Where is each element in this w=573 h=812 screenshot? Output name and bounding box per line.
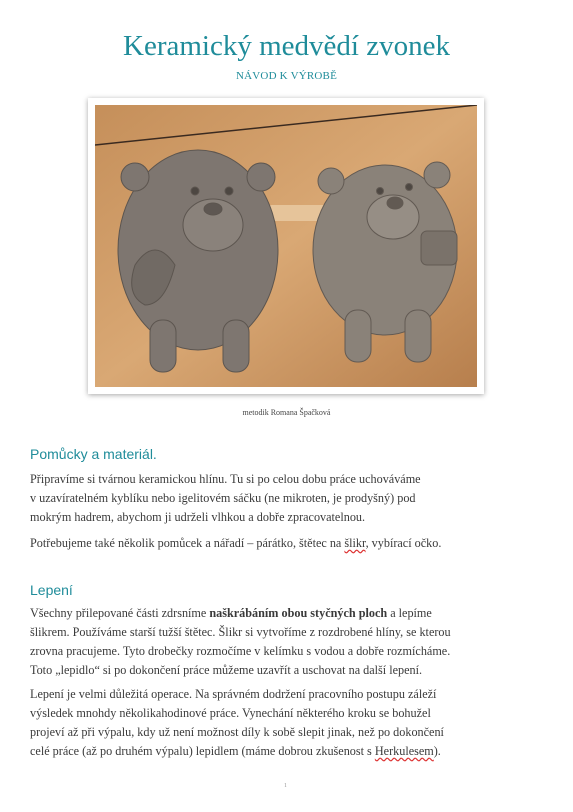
spellcheck-word: Herkulesem xyxy=(374,744,434,758)
paragraph-tools-2 xyxy=(30,534,545,553)
text-line: Lepení je velmi důležitá operace. Na správném dodržení pracovního postupu záleží xyxy=(30,687,437,701)
text-line: zrovna pracujeme. Tyto drobečky rozmočíme v kelímku s vodou a dobře rozmícháme. xyxy=(30,644,451,658)
paragraph-tools-1 xyxy=(30,470,545,527)
text-run: a lepíme xyxy=(387,606,432,620)
text-run: ). xyxy=(433,744,441,758)
photo-frame xyxy=(88,98,484,394)
text-line: projeví až při výpalu, kdy už není možnost díly k sobě slepit jinak, než po dokončení xyxy=(30,725,444,739)
photo-caption: metodik Romana Špačková xyxy=(242,408,331,417)
text-run: Potřebujeme také několik pomůcek a nářadí – párátko, štětec na xyxy=(30,536,345,550)
text-line xyxy=(30,534,545,553)
text-run: Všechny přilepované části zdrsníme xyxy=(30,606,210,620)
text-line: výsledek mnohdy několikahodinové práce. Vynechání některého kroku se bohužel xyxy=(30,706,431,720)
text-line: mokrým hadrem, abychom ji udrželi vlhkou a dobře zpracovatelnou. xyxy=(30,510,366,524)
section-heading-gluing: Lepení xyxy=(30,582,73,598)
text-line: Toto „lepidlo“ si po dokončení práce můžeme uzavřít a uschovat na další lepení. xyxy=(30,663,423,677)
section-heading-tools: Pomůcky a materiál. xyxy=(30,446,157,462)
ceramic-bears-photo xyxy=(95,105,477,387)
paragraph-gluing-1 xyxy=(30,604,545,680)
ceramic-bears-illustration xyxy=(95,105,477,387)
text-line: Připravíme si tvárnou keramickou hlínu. Tu si po celou dobu práce uchováváme xyxy=(30,472,421,486)
text-line xyxy=(30,742,545,761)
spellcheck-word: šlikr xyxy=(344,536,366,550)
text-run: celé práce (až po druhém výpalu) lepidlem (máme dobrou zkušenost s xyxy=(30,744,375,758)
paragraph-gluing-2 xyxy=(30,685,545,761)
document-title: Keramický medvědí zvonek xyxy=(123,30,450,62)
text-run: , vybírací očko. xyxy=(365,536,442,550)
document-subtitle: NÁVOD K VÝROBĚ xyxy=(236,70,337,82)
text-line: šlikrem. Používáme starší tužší štětec. Šlikr si vytvoříme z rozdrobené hlíny, se kterou xyxy=(30,625,451,639)
page-number: 1 xyxy=(284,783,287,789)
text-line xyxy=(30,604,545,623)
text-line: v uzavíratelném kyblíku nebo igelitovém sáčku (ne mikroten, je prodyšný) pod xyxy=(30,491,416,505)
bold-text: naškrábáním obou styčných ploch xyxy=(209,606,388,620)
